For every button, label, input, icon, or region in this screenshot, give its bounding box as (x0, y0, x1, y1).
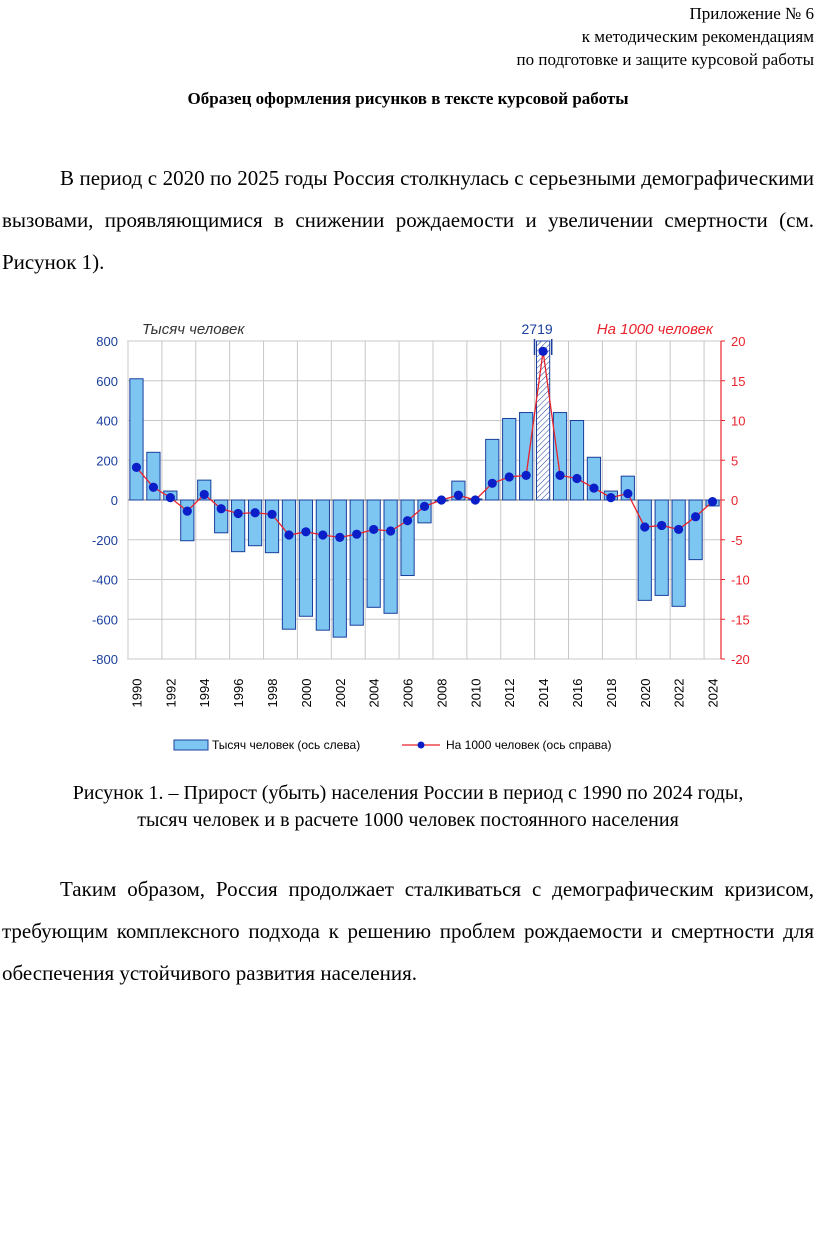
y-left-tick-label: -800 (91, 652, 118, 667)
x-tick-label: 2022 (671, 678, 687, 708)
rate-point-1993 (183, 507, 192, 516)
paragraph-intro: В период с 2020 по 2025 годы Россия столкнулась с серьезными демографическими вызовами, проявляющимися в снижении рождаемости и увеличении смертности (см. Рисунок 1). (2, 166, 814, 274)
legend-line-label: На 1000 человек (ось справа) (446, 738, 612, 752)
x-tick-label: 2006 (400, 678, 416, 708)
bar-1996 (232, 500, 245, 552)
rate-point-2007 (420, 502, 429, 511)
rate-point-2019 (623, 489, 632, 498)
y-right-tick-label: 5 (731, 453, 739, 469)
rate-point-2016 (572, 474, 581, 483)
bar-2015 (553, 413, 566, 500)
rate-point-2013 (522, 471, 531, 480)
rate-point-2002 (335, 533, 344, 542)
rate-point-2011 (488, 479, 497, 488)
bar-2001 (316, 500, 329, 630)
bar-1999 (282, 500, 295, 629)
bar-2002 (333, 500, 346, 637)
right-axis-title: На 1000 человек (596, 321, 713, 338)
header-line-2: к методическим рекомендациям (581, 27, 814, 46)
rate-point-2023 (691, 512, 700, 521)
rate-point-2001 (318, 530, 327, 539)
y-left-tick-label: 200 (96, 453, 118, 469)
rate-point-2021 (657, 521, 666, 530)
rate-point-1999 (284, 530, 293, 539)
population-chart (80, 310, 816, 770)
rate-point-1997 (250, 508, 259, 517)
x-tick-label: 1998 (265, 678, 281, 708)
x-tick-label: 2004 (366, 678, 382, 708)
rate-point-2020 (640, 522, 649, 531)
rate-point-2022 (674, 525, 683, 534)
rate-point-1995 (217, 504, 226, 513)
rate-point-2004 (369, 525, 378, 534)
header-line-3: по подготовке и защите курсовой работы (516, 50, 814, 69)
x-tick-label: 2020 (637, 678, 653, 708)
x-tick-label: 2014 (536, 678, 552, 708)
y-right-tick-label: -15 (731, 612, 750, 628)
y-left-tick-label: -400 (91, 572, 118, 588)
rate-point-2018 (606, 493, 615, 502)
bar-2003 (350, 500, 363, 625)
bar-2012 (503, 419, 516, 500)
bar-2014 (536, 341, 549, 500)
x-tick-label: 2010 (468, 678, 484, 708)
bar-1990 (130, 379, 143, 500)
x-tick-label: 1992 (163, 678, 179, 708)
x-tick-label: 1996 (231, 678, 247, 708)
y-right-tick-label: 0 (731, 493, 739, 508)
rate-point-2010 (471, 495, 480, 504)
x-tick-label: 1994 (197, 678, 213, 708)
y-left-tick-label: 400 (96, 413, 118, 429)
bar-2023 (689, 500, 702, 560)
bar-1998 (265, 500, 278, 553)
header-block (517, 2, 814, 71)
header-line-1: Приложение № 6 (689, 4, 814, 23)
bar-2000 (299, 500, 312, 616)
bar-2022 (672, 500, 685, 606)
rate-point-2005 (386, 526, 395, 535)
y-right-tick-label: 20 (731, 334, 746, 349)
y-right-tick-label: -20 (731, 652, 750, 667)
bar-2017 (587, 457, 600, 500)
y-left-tick-label: 800 (96, 334, 118, 349)
rate-point-1992 (166, 493, 175, 502)
caption-line-1: Рисунок 1. – Прирост (убыть) населения России в период с 1990 по 2024 годы, (72, 782, 744, 804)
rate-point-1994 (200, 490, 209, 499)
left-axis-title: Тысяч человек (142, 321, 245, 338)
rate-point-2003 (352, 530, 361, 539)
bar-2016 (570, 421, 583, 501)
figure-caption (0, 780, 816, 834)
y-right-tick-label: -5 (731, 532, 743, 548)
rate-point-1996 (234, 509, 243, 518)
rate-point-2014 (539, 347, 548, 356)
y-left-tick-label: 600 (96, 373, 118, 389)
y-right-tick-label: 15 (731, 373, 746, 389)
document-title: Образец оформления рисунков в тексте курсовой работы (187, 89, 629, 108)
legend-line-marker (418, 742, 425, 749)
rate-point-2012 (505, 472, 514, 481)
bar-1991 (147, 452, 160, 500)
y-right-tick-label: 10 (731, 413, 746, 429)
y-right-tick-label: -10 (731, 572, 750, 588)
x-tick-label: 2018 (603, 678, 619, 708)
bar-2020 (638, 500, 651, 600)
caption-line-2: тысяч человек и в расчете 1000 человек постоянного населения (137, 809, 679, 831)
x-tick-label: 2012 (502, 678, 518, 708)
rate-point-2024 (708, 497, 717, 506)
rate-point-2017 (589, 483, 598, 492)
figure-chart (80, 310, 816, 770)
x-tick-label: 2008 (434, 678, 450, 708)
rate-point-2009 (454, 491, 463, 500)
rate-point-2008 (437, 495, 446, 504)
bar-2021 (655, 500, 668, 595)
rate-point-2015 (555, 471, 564, 480)
paragraph-conclusion: Таким образом, Россия продолжает сталкиваться с демографическим кризисом, требующим комплексного подхода к решению проблем рождаемости и смертности для обеспечения устойчивого развития населения. (2, 877, 814, 985)
x-tick-label: 1990 (129, 678, 145, 708)
bar-2006 (401, 500, 414, 576)
x-tick-label: 2024 (705, 678, 721, 708)
bar-2004 (367, 500, 380, 607)
y-left-tick-label: -600 (91, 612, 118, 628)
bar-2011 (486, 439, 499, 500)
x-tick-label: 2002 (332, 678, 348, 708)
rate-point-2006 (403, 516, 412, 525)
rate-point-1998 (267, 510, 276, 519)
x-tick-label: 2016 (569, 678, 585, 708)
annotation-label: 2719 (521, 321, 553, 337)
y-left-tick-label: -200 (91, 532, 118, 548)
rate-point-2000 (301, 527, 310, 536)
legend-bar-label: Тысяч человек (ось слева) (212, 738, 361, 752)
rate-point-1990 (132, 463, 141, 472)
bar-1997 (248, 500, 261, 546)
legend-bar-swatch (174, 740, 208, 750)
x-tick-label: 2000 (298, 678, 314, 708)
bar-2005 (384, 500, 397, 613)
y-left-tick-label: 0 (110, 493, 118, 508)
rate-point-1991 (149, 483, 158, 492)
bar-2013 (520, 413, 533, 500)
